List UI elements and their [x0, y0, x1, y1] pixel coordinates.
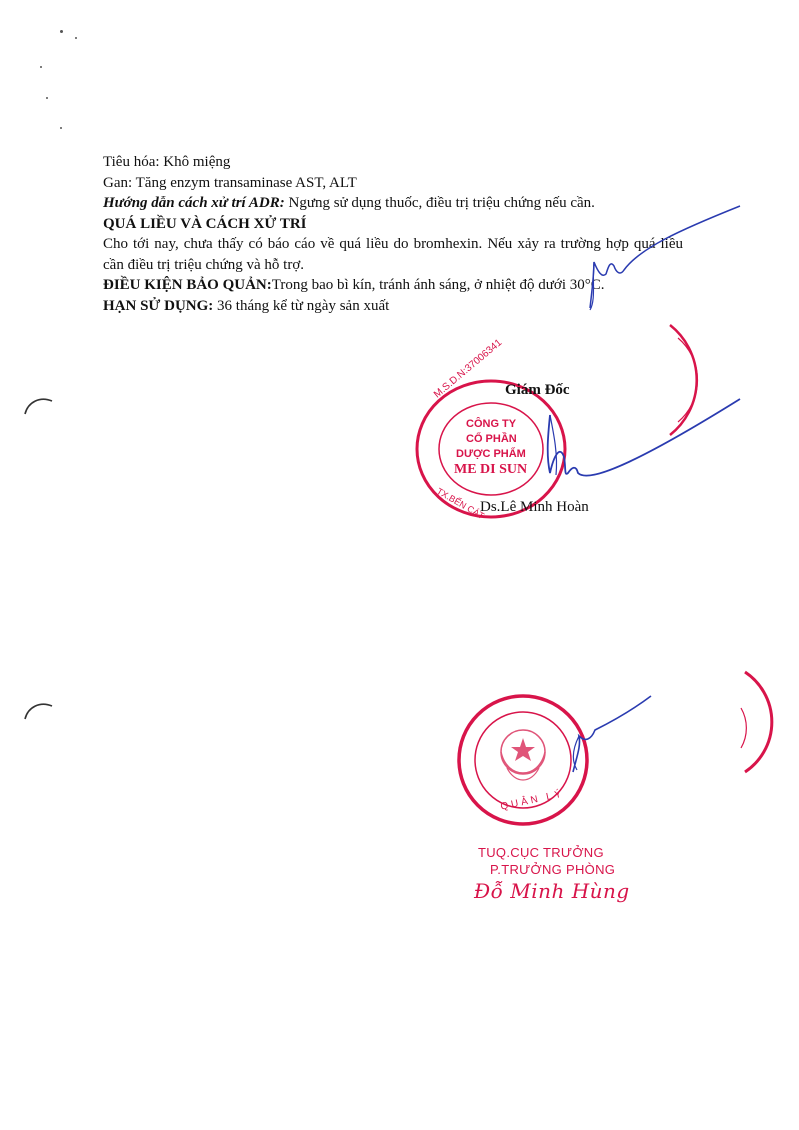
scan-speck	[60, 127, 62, 129]
scan-speck	[75, 37, 77, 39]
adr-label: Hướng dẫn cách xử trí ADR:	[103, 195, 285, 211]
overdose-heading: QUÁ LIỀU VÀ CÁCH XỬ TRÍ	[103, 215, 307, 232]
approval-signature	[555, 690, 655, 780]
scan-speck	[60, 30, 63, 33]
scan-speck	[40, 66, 42, 68]
approver-name: Đỗ Minh Hùng	[474, 879, 630, 903]
stamp-ring-text: M.S.D.N:37006341	[432, 337, 505, 401]
approver-title-2: P.TRƯỞNG PHÒNG	[490, 862, 616, 877]
adr-text: Ngưng sử dụng thuốc, điều trị triệu chứng nếu cần.	[284, 195, 595, 211]
partial-seal-lower	[735, 668, 799, 778]
storage-text: Trong bao bì kín, tránh ánh sáng, ở nhiệt độ dưới 30°C.	[271, 277, 605, 293]
side-effect-digestive: Tiêu hóa: Khô miệng	[103, 154, 231, 170]
storage-label: ĐIỀU KIỆN BẢO QUẢN:	[103, 277, 272, 293]
scan-speck	[46, 97, 48, 99]
punch-hole-mark	[22, 697, 62, 727]
shelf-life-label: HẠN SỬ DỤNG:	[103, 297, 214, 314]
director-signature	[520, 395, 750, 510]
side-effect-liver: Gan: Tăng enzym transaminase AST, ALT	[103, 174, 357, 191]
stamp-line-2: CỔ PHẦN	[466, 433, 517, 445]
overdose-text: Cho tới nay, chưa thấy có báo cáo về quá liều do bromhexin. Nếu xảy ra trường hợp quá liều cần điều trị triệu chứng và hỗ trợ.	[103, 236, 683, 273]
stamp-line-3: DƯỢC PHẨM	[456, 448, 526, 460]
seal-bottom-text: QUẢN LÝ	[499, 788, 566, 813]
approver-block	[474, 845, 658, 903]
stamp-ring-bottom: TX.BẾN CÁT	[435, 486, 486, 522]
signer-title: Giám Đốc	[505, 382, 570, 398]
initial-signature	[580, 200, 750, 315]
shelf-life-text: 36 tháng kể từ ngày sản xuất	[213, 297, 390, 314]
stamp-line-1: CÔNG TY	[466, 418, 517, 430]
signer-name: Ds.Lê Minh Hoàn	[480, 499, 589, 515]
approver-title-1: TUQ.CỤC TRƯỞNG	[478, 845, 604, 860]
stamp-line-4: ME DI SUN	[454, 462, 528, 477]
punch-hole-mark	[22, 392, 62, 422]
